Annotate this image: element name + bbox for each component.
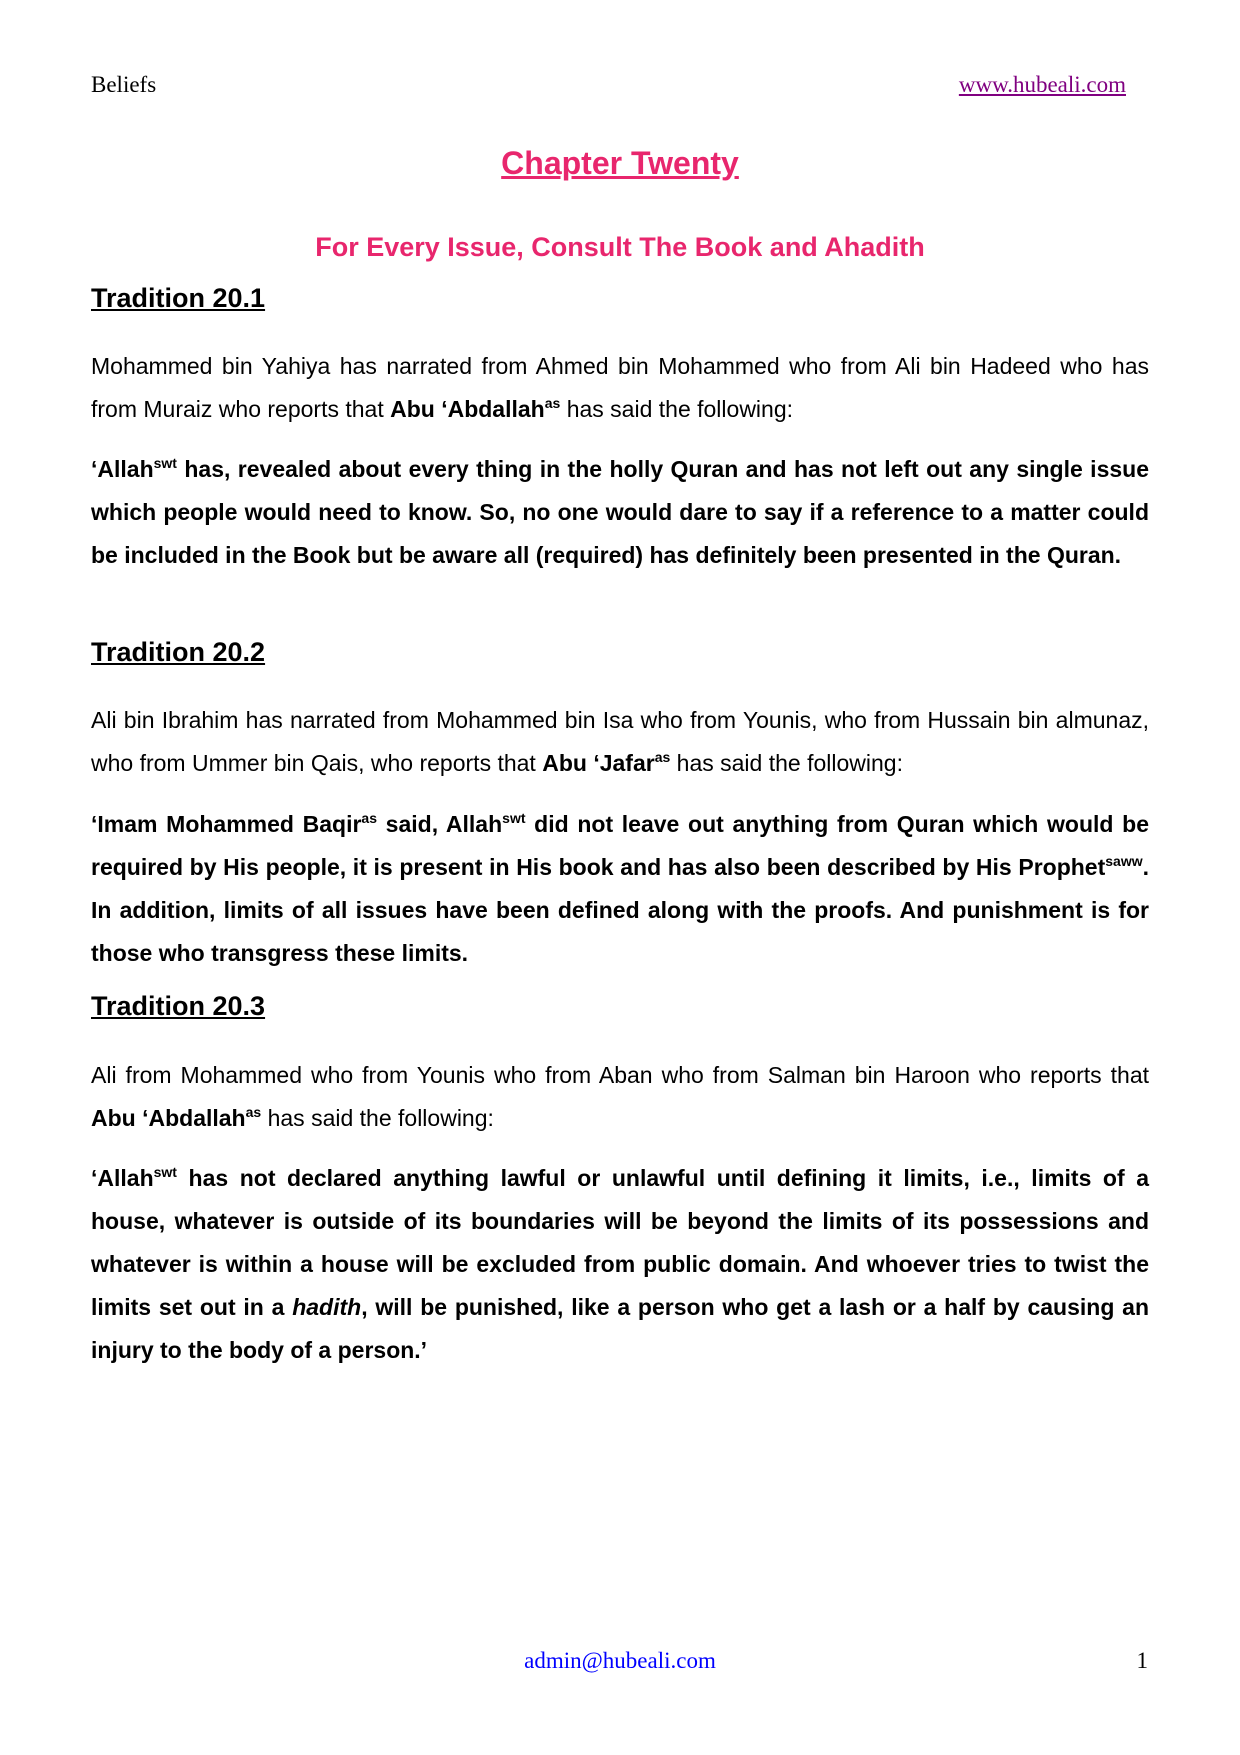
honorific: swt	[153, 1163, 177, 1180]
section-quote-20-1	[91, 448, 1149, 577]
section-heading: Tradition 20.3	[91, 991, 266, 1021]
honorific: as	[245, 1103, 262, 1120]
honorific: as	[544, 394, 561, 411]
section-chain-20-1	[91, 345, 1149, 431]
honorific: swt	[153, 454, 177, 471]
chapter-title: Chapter Twenty	[501, 145, 739, 181]
imam-name: Abu ‘Jafar	[542, 750, 655, 776]
section-quote-20-3	[91, 1157, 1149, 1372]
section-heading: Tradition 20.2	[91, 637, 266, 667]
section-tradition-20-2	[91, 634, 1149, 670]
narration-chain: Ali from Mohammed who from Younis who from Aban who from Salman bin Haroon who reports that Abu ‘Abdallah$^{as}$ has said the following:	[91, 1062, 1149, 1131]
honorific: swt	[502, 809, 526, 826]
header-title: Beliefs	[91, 72, 157, 97]
section-quote-20-2	[91, 803, 1149, 975]
header-website-link[interactable]: www.hubeali.com	[958, 72, 1126, 97]
section-heading: Tradition 20.1	[91, 283, 266, 313]
section-chain-20-2	[91, 699, 1149, 785]
page-number: 1	[1136, 1648, 1148, 1673]
footer-email-link[interactable]: admin@hubeali.com	[524, 1648, 716, 1673]
section-tradition-20-1	[91, 280, 1149, 316]
narration-chain: Ali bin Ibrahim has narrated from Mohammed bin Isa who from Younis, who from Hussain bin almunaz, who from Ummer bin Qais, who reports that Abu ‘Jafar$^{as}$ has said the following:	[91, 707, 1149, 776]
tradition-quote: ‘Allah$^{swt}$ has, revealed about every thing in the holly Quran and has not left out any single issue which people would need to know. So, no one would dare to say if a reference to a matter could be included in the Book but be aware all (required) has definitely been presented in the Quran.	[91, 454, 1149, 568]
imam-name: Abu ‘Abdallah	[91, 1105, 246, 1131]
imam-name: Abu ‘Abdallah	[390, 396, 545, 422]
narration-chain: Mohammed bin Yahiya has narrated from Ahmed bin Mohammed who from Ali bin Hadeed who has from Muraiz who reports that Abu ‘Abdallah$^{as}$ has said the following:	[91, 353, 1149, 422]
tradition-quote: ‘Imam Mohammed Baqir$^{as}$ said, Allah$^{swt}$ did not leave out anything from Quran which would be required by His people, it is present in His book and has also been described by His Prophet$^{saww}$. In addition, limits of all issues have been defined along with the proofs. And punishment is for those who transgress these limits.	[91, 809, 1149, 966]
tradition-quote: ‘Allah$^{swt}$ has not declared anything lawful or unlawful until defining it limits, i.e., limits of a house, whatever is outside of its boundaries will be beyond the limits of its possessions and whatever is within a house will be excluded from public domain. And whoever tries to twist the limits set out in a hadith, will be punished, like a person who get a lash or a half by causing an injury to the body of a person.’	[91, 1163, 1149, 1363]
chapter-subtitle: For Every Issue, Consult The Book and Ahadith	[315, 232, 925, 262]
honorific: saww	[1105, 852, 1143, 869]
italic-term: hadith	[292, 1294, 362, 1320]
honorific: as	[654, 748, 671, 765]
section-chain-20-3	[91, 1054, 1149, 1140]
honorific: as	[361, 809, 377, 826]
section-tradition-20-3	[91, 988, 1149, 1024]
